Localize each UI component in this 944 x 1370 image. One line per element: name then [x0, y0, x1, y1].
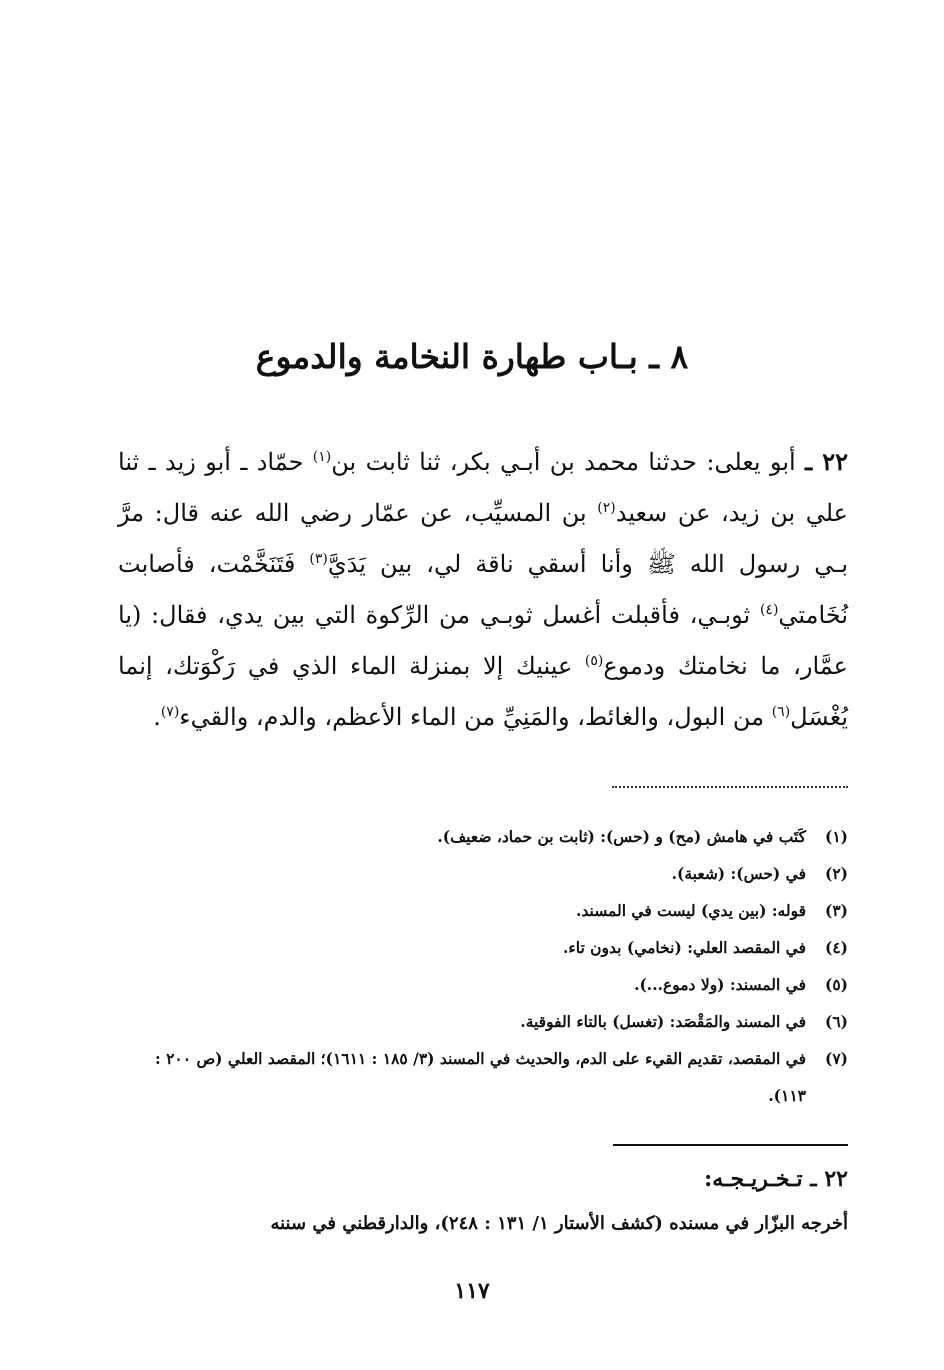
takhrij-separator-rule	[613, 1144, 848, 1146]
footnote-text: كَتَب في هامش (مح) و (حس): (ثابت بن حماد، ضعيف).	[437, 827, 806, 846]
footnote-marker-1[interactable]: (١)	[312, 449, 332, 465]
footnote-item	[120, 818, 848, 855]
footnote-text: في المقصد العلي: (نخامي) بدون تاء.	[563, 938, 806, 957]
footnote-number: (١)	[824, 827, 848, 846]
takhrij-heading: ٢٢ ـ تـخـريـجـه:	[704, 1166, 848, 1192]
hadith-paragraph	[118, 436, 848, 743]
footnote-marker-6[interactable]: (٦)	[771, 704, 791, 720]
page-number: ١١٧	[454, 1278, 490, 1304]
hadith-text-segment: فَتَنَخَّمْت، فأصابت نُخَامتي	[118, 550, 848, 629]
footnote-item	[120, 1003, 848, 1040]
footnote-item	[120, 966, 848, 1003]
hadith-text-segment: حمّاد ـ أبو زيد ـ ثنا علي بن زيد، عن سعيد	[118, 448, 848, 527]
footnote-text: في (حس): (شعبة).	[671, 864, 806, 883]
hadith-text-segment: .	[153, 703, 161, 731]
footnote-item	[120, 892, 848, 929]
footnote-text: قوله: (بين يدي) ليست في المسند.	[576, 901, 806, 920]
footnote-number: (٣)	[824, 901, 848, 920]
footnote-number: (٤)	[824, 938, 848, 957]
footnote-marker-7[interactable]: (٧)	[160, 704, 180, 720]
footnote-marker-4[interactable]: (٤)	[759, 602, 779, 618]
hadith-text-segment: ثوبـي، فأقبلت أغسل ثوبـي من الرِّكوة التي بين يدي، فقال: (يا عمَّار، ما نخامتك ودموع	[118, 601, 849, 680]
footnote-marker-3[interactable]: (٣)	[309, 551, 328, 567]
hadith-text-segment: أبو يعلى: حدثنا محمد بن أبـي بكر، ثنا ثابت بن	[331, 448, 806, 476]
hadith-number: ٢٢ ـ	[805, 447, 848, 476]
footnote-marker-2[interactable]: (٢)	[597, 500, 616, 516]
footnote-number: (٧)	[824, 1049, 848, 1068]
footnote-number: (٢)	[824, 864, 848, 883]
footnote-number: (٦)	[824, 1012, 848, 1031]
footnote-text: في المقصد، تقديم القيء على الدم، والحديث في المسند (٣/ ١٨٥ : ١٦١١)؛ المقصد العلي (ص ٢٠٠ : ١١٣).	[154, 1049, 806, 1105]
takhrij-body: أخرجه البزّار في مسنده (كشف الأستار ١/ ١٣١ : ٢٤٨)، والدارقطني في سننه	[270, 1213, 848, 1234]
hadith-text-segment: عينيك إلا بمنزلة الماء الذي في رَكْوَتك، إنما يُغْسَل	[118, 652, 848, 731]
footnote-separator-dots	[612, 786, 848, 788]
footnote-item	[120, 1040, 848, 1114]
footnote-item	[120, 855, 848, 892]
footnote-item	[120, 929, 848, 966]
footnotes-list	[120, 818, 848, 1114]
footnote-marker-5[interactable]: (٥)	[584, 653, 604, 669]
hadith-text-segment: بن المسيِّب، عن عمّار رضي الله عنه قال: مرَّ بـي رسول الله ﷺ وأنا أسقي ناقة لي، بين يَدَيَّ	[118, 499, 848, 578]
footnote-number: (٥)	[824, 975, 848, 994]
footnote-text: في المسند والمَقْصَد: (تغسل) بالتاء الفوقية.	[520, 1012, 806, 1031]
hadith-text-segment: من البول، والغائط، والمَنِيِّ من الماء الأعظم، والدم، والقيء	[179, 703, 772, 731]
chapter-title: ٨ ـ بـاب طهارة النخامة والدموع	[255, 337, 689, 376]
footnote-text: في المسند: (ولا دموع...).	[634, 975, 806, 994]
